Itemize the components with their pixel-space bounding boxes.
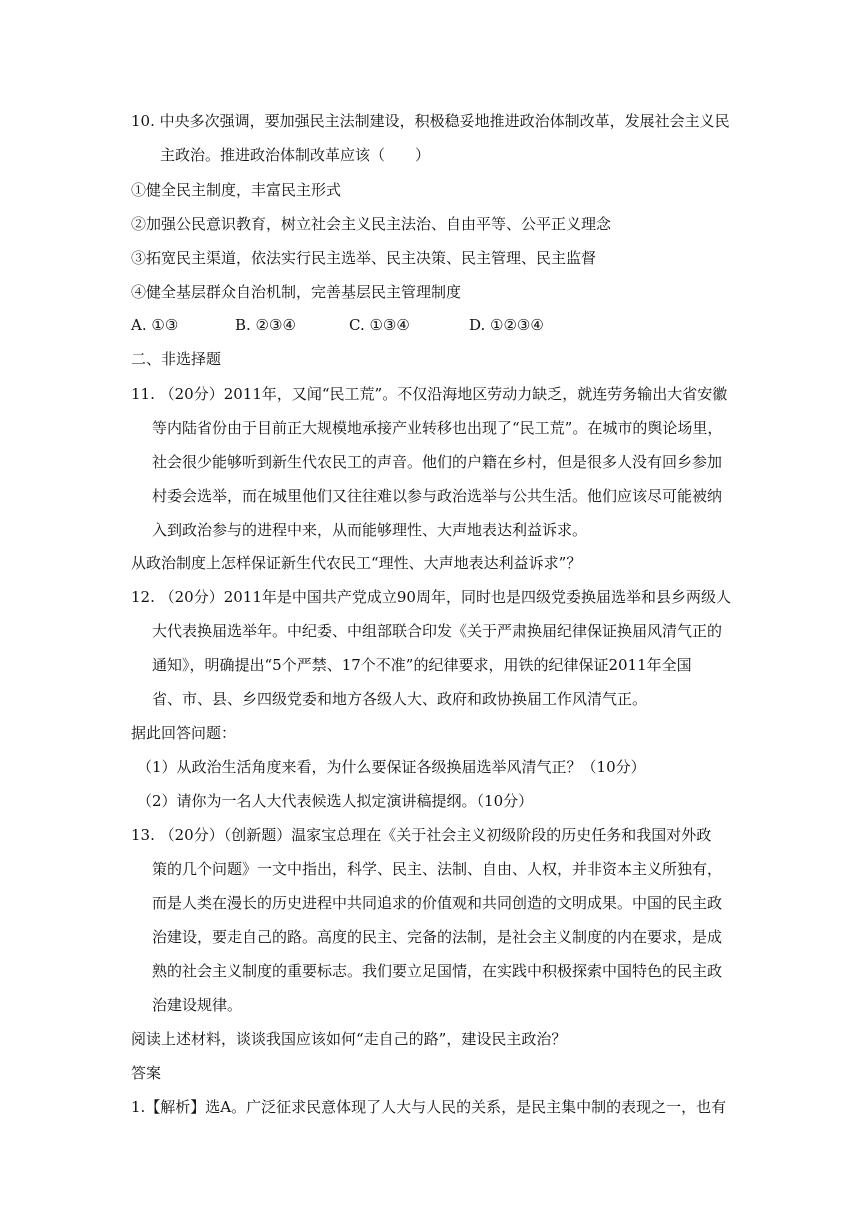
- q10-option-a: A. ①③: [131, 316, 179, 334]
- q13-line-6: 治建设规律。: [152, 996, 243, 1014]
- q12-subquestion-1: （1）从政治生活角度来看，为什么要保证各级换届选举风清气正？（10分）: [137, 758, 646, 776]
- q11-line-5: 入到政治参与的进程中来，从而能够理性、大声地表达利益诉求。: [152, 521, 588, 539]
- q12-subquestion-2: （2）请你为一名人大代表候选人拟定演讲稿提纲。（10分）: [137, 792, 534, 810]
- answer-title: 答案: [131, 1064, 162, 1082]
- q13-line-1: 13. （20分）（创新题）温家宝总理在《关于社会主义初级阶段的历史任务和我国对外政: [131, 826, 712, 844]
- q11-line-2: 等内陆省份由于目前正大规模地承接产业转移也出现了“民工荒”。在城市的舆论场里，: [152, 419, 723, 437]
- q10-item-1: ①健全民主制度，丰富民主形式: [131, 181, 342, 199]
- q10-item-2: ②加强公民意识教育，树立社会主义民主法治、自由平等、公平正义理念: [131, 215, 612, 233]
- q13-line-4: 治建设，要走自己的路。高度的民主、完备的法制，是社会主义制度的内在要求，是成: [152, 928, 723, 946]
- q11-line-4: 村委会选举，而在城里他们又往往难以参与政治选举与公共生活。他们应该尽可能被纳: [152, 487, 723, 505]
- q10-stem-line-1: 10. 中央多次强调，要加强民主法制建设，积极稳妥地推进政治体制改革，发展社会主义民: [131, 112, 730, 130]
- q12-line-4: 省、市、县、乡四级党委和地方各级人大、政府和政协换届工作风清气正。: [152, 690, 648, 708]
- q10-item-4: ④健全基层群众自治机制，完善基层民主管理制度: [131, 283, 462, 301]
- q11-line-1: 11. （20分）2011年，又闻“民工荒”。不仅沿海地区劳动力缺乏，就连劳务输出大省安徽: [131, 385, 728, 403]
- q13-line-2: 策的几个问题》一文中指出，科学、民主、法制、自由、人权，并非资本主义所独有，: [152, 860, 723, 878]
- q12-prompt: 据此回答问题：: [131, 724, 237, 742]
- q11-line-3: 社会很少能够听到新生代农民工的声音。他们的户籍在乡村，但是很多人没有回乡参加: [152, 453, 723, 471]
- q10-stem-line-2: 主政治。推进政治体制改革应该（ ）: [160, 146, 431, 164]
- q12-line-3: 通知》，明确提出“5个严禁、17个不准”的纪律要求，用铁的纪律保证2011年全国: [152, 656, 692, 674]
- q10-item-3: ③拓宽民主渠道，依法实行民主选举、民主决策、民主管理、民主监督: [131, 249, 597, 267]
- q10-option-b: B. ②③④: [235, 316, 296, 334]
- answer-1: 1.【解析】选A。广泛征求民意体现了人大与人民的关系，是民主集中制的表现之一，也有: [131, 1098, 727, 1116]
- q13-question: 阅读上述材料，谈谈我国应该如何“走自己的路”，建设民主政治？: [131, 1030, 567, 1048]
- q13-line-5: 熟的社会主义制度的重要标志。我们要立足国情，在实践中积极探索中国特色的民主政: [152, 962, 723, 980]
- q10-option-c: C. ①③④: [349, 316, 410, 334]
- q12-line-1: 12. （20分）2011年是中国共产党成立90周年，同时也是四级党委换届选举和县乡两级人: [131, 588, 731, 606]
- q13-line-3: 而是人类在漫长的历史进程中共同追求的价值观和共同创造的文明成果。中国的民主政: [152, 894, 723, 912]
- q11-question: 从政治制度上怎样保证新生代农民工“理性、大声地表达利益诉求”？: [131, 554, 582, 572]
- section-title-non-choice: 二、非选择题: [131, 350, 222, 368]
- q12-line-2: 大代表换届选举年。中纪委、中组部联合印发《关于严肃换届纪律保证换届风清气正的: [152, 622, 723, 640]
- q10-option-d: D. ①②③④: [469, 316, 544, 334]
